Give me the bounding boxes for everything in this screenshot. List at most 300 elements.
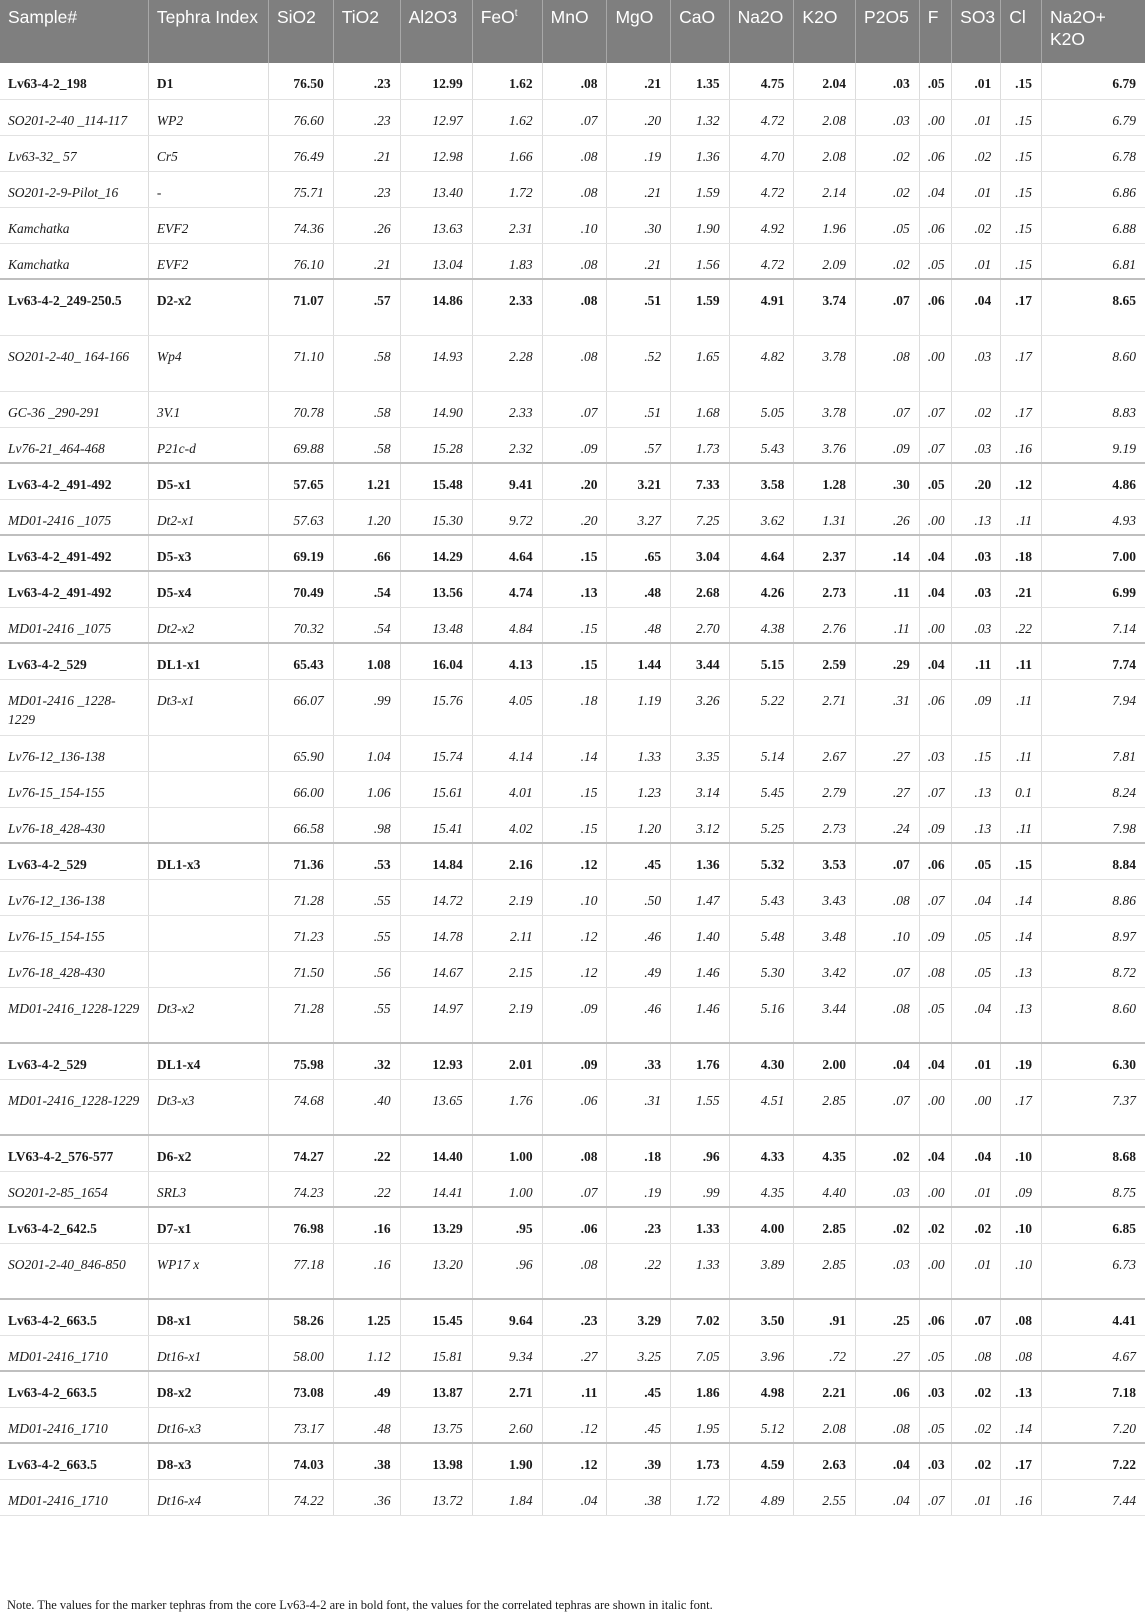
value-cell: .02: [952, 135, 1001, 171]
value-cell: .03: [856, 1243, 920, 1299]
value-cell: .02: [856, 171, 920, 207]
value-cell: 12.97: [400, 99, 472, 135]
table-row: [0, 279, 1145, 335]
tephra-index-cell: EVF2: [148, 243, 268, 279]
value-cell: .11: [1001, 679, 1042, 735]
value-cell: 5.30: [729, 951, 794, 987]
value-cell: .99: [333, 679, 400, 735]
value-cell: .08: [952, 1335, 1001, 1371]
value-cell: 7.05: [671, 1335, 730, 1371]
value-cell: .38: [333, 1443, 400, 1479]
value-cell: 2.73: [794, 571, 856, 607]
value-cell: .00: [919, 99, 951, 135]
value-cell: 5.14: [729, 735, 794, 771]
value-cell: 8.24: [1041, 771, 1145, 807]
value-cell: 3.04: [671, 535, 730, 571]
value-cell: 14.90: [400, 391, 472, 427]
value-cell: 2.37: [794, 535, 856, 571]
tephra-index-cell: D5-x4: [148, 571, 268, 607]
value-cell: .04: [856, 1443, 920, 1479]
value-cell: 14.86: [400, 279, 472, 335]
table-row: [0, 915, 1145, 951]
sample-cell: Lv76-12_136-138: [0, 735, 148, 771]
value-cell: .02: [952, 1443, 1001, 1479]
value-cell: 4.72: [729, 243, 794, 279]
value-cell: .13: [952, 499, 1001, 535]
value-cell: 1.40: [671, 915, 730, 951]
table-row: [0, 99, 1145, 135]
value-cell: .19: [1001, 1043, 1042, 1079]
value-cell: .33: [607, 1043, 671, 1079]
value-cell: 1.28: [794, 463, 856, 499]
value-cell: .14: [542, 735, 607, 771]
value-cell: .98: [333, 807, 400, 843]
value-cell: 7.44: [1041, 1479, 1145, 1515]
value-cell: 2.85: [794, 1079, 856, 1135]
table-row: [0, 171, 1145, 207]
value-cell: 7.14: [1041, 607, 1145, 643]
value-cell: 13.56: [400, 571, 472, 607]
value-cell: 4.84: [472, 607, 542, 643]
value-cell: 8.97: [1041, 915, 1145, 951]
sample-cell: Kamchatka: [0, 207, 148, 243]
sample-cell: GC-36 _290-291: [0, 391, 148, 427]
table-row: [0, 679, 1145, 735]
value-cell: .16: [1001, 1479, 1042, 1515]
value-cell: 1.86: [671, 1371, 730, 1407]
value-cell: 15.41: [400, 807, 472, 843]
value-cell: 2.04: [794, 63, 856, 99]
value-cell: 1.20: [607, 807, 671, 843]
value-cell: .20: [952, 463, 1001, 499]
sample-cell: Lv63-4-2_663.5: [0, 1299, 148, 1335]
sample-cell: Lv63-4-2_529: [0, 643, 148, 679]
value-cell: .13: [1001, 987, 1042, 1043]
sample-cell: SO201-2-40_846-850: [0, 1243, 148, 1299]
value-cell: 3.25: [607, 1335, 671, 1371]
value-cell: .51: [607, 279, 671, 335]
value-cell: 2.32: [472, 427, 542, 463]
table-row: [0, 1207, 1145, 1243]
value-cell: 2.15: [472, 951, 542, 987]
value-cell: 3.14: [671, 771, 730, 807]
value-cell: .04: [919, 571, 951, 607]
value-cell: .06: [856, 1371, 920, 1407]
value-cell: .58: [333, 335, 400, 391]
value-cell: .05: [919, 243, 951, 279]
value-cell: 1.96: [794, 207, 856, 243]
value-cell: .57: [333, 279, 400, 335]
value-cell: 3.76: [794, 427, 856, 463]
value-cell: 15.61: [400, 771, 472, 807]
value-cell: .03: [856, 99, 920, 135]
value-cell: 2.01: [472, 1043, 542, 1079]
value-cell: 4.02: [472, 807, 542, 843]
value-cell: 1.66: [472, 135, 542, 171]
value-cell: .05: [919, 987, 951, 1043]
column-header-superscript: t: [514, 8, 518, 20]
value-cell: .27: [856, 735, 920, 771]
value-cell: .11: [1001, 735, 1042, 771]
value-cell: .01: [952, 243, 1001, 279]
value-cell: 1.32: [671, 99, 730, 135]
value-cell: .19: [607, 1171, 671, 1207]
value-cell: .08: [856, 1407, 920, 1443]
value-cell: 1.35: [671, 63, 730, 99]
tephra-index-cell: [148, 735, 268, 771]
value-cell: 2.55: [794, 1479, 856, 1515]
value-cell: .95: [472, 1207, 542, 1243]
value-cell: 15.48: [400, 463, 472, 499]
value-cell: 2.00: [794, 1043, 856, 1079]
value-cell: .16: [1001, 427, 1042, 463]
value-cell: .06: [919, 1299, 951, 1335]
value-cell: 5.43: [729, 879, 794, 915]
value-cell: 4.89: [729, 1479, 794, 1515]
value-cell: 6.88: [1041, 207, 1145, 243]
value-cell: 3.35: [671, 735, 730, 771]
value-cell: 1.21: [333, 463, 400, 499]
value-cell: .14: [1001, 915, 1042, 951]
value-cell: .02: [919, 1207, 951, 1243]
table-row: [0, 843, 1145, 879]
value-cell: 13.75: [400, 1407, 472, 1443]
value-cell: 3.12: [671, 807, 730, 843]
sample-cell: Kamchatka: [0, 243, 148, 279]
value-cell: .01: [952, 1043, 1001, 1079]
value-cell: 1.04: [333, 735, 400, 771]
value-cell: .15: [1001, 63, 1042, 99]
tephra-index-cell: D7-x1: [148, 1207, 268, 1243]
value-cell: .56: [333, 951, 400, 987]
tephra-index-cell: DL1-x3: [148, 843, 268, 879]
value-cell: 1.47: [671, 879, 730, 915]
value-cell: .39: [607, 1443, 671, 1479]
value-cell: 16.04: [400, 643, 472, 679]
value-cell: 13.63: [400, 207, 472, 243]
value-cell: .04: [952, 879, 1001, 915]
tephra-index-cell: DL1-x1: [148, 643, 268, 679]
table-row: [0, 771, 1145, 807]
tephra-index-cell: [148, 879, 268, 915]
sample-cell: MD01-2416_1710: [0, 1407, 148, 1443]
value-cell: 14.72: [400, 879, 472, 915]
value-cell: .14: [1001, 879, 1042, 915]
value-cell: 1.90: [472, 1443, 542, 1479]
value-cell: .08: [542, 279, 607, 335]
column-header: F: [919, 0, 951, 63]
table-row: [0, 643, 1145, 679]
value-cell: 2.71: [472, 1371, 542, 1407]
value-cell: .01: [952, 63, 1001, 99]
value-cell: 77.18: [268, 1243, 333, 1299]
value-cell: 69.19: [268, 535, 333, 571]
value-cell: 5.12: [729, 1407, 794, 1443]
value-cell: 1.23: [607, 771, 671, 807]
value-cell: .07: [919, 391, 951, 427]
value-cell: 65.90: [268, 735, 333, 771]
table-row: [0, 1243, 1145, 1299]
value-cell: 4.33: [729, 1135, 794, 1171]
value-cell: .05: [856, 207, 920, 243]
value-cell: .12: [1001, 463, 1042, 499]
sample-cell: Lv63-32_ 57: [0, 135, 148, 171]
value-cell: 4.92: [729, 207, 794, 243]
value-cell: .65: [607, 535, 671, 571]
value-cell: 2.70: [671, 607, 730, 643]
value-cell: .02: [856, 1135, 920, 1171]
value-cell: .17: [1001, 1079, 1042, 1135]
value-cell: .52: [607, 335, 671, 391]
value-cell: .23: [333, 99, 400, 135]
value-cell: .00: [919, 607, 951, 643]
value-cell: 1.62: [472, 63, 542, 99]
value-cell: .55: [333, 987, 400, 1043]
value-cell: .03: [919, 1443, 951, 1479]
value-cell: 13.72: [400, 1479, 472, 1515]
table-row: [0, 335, 1145, 391]
value-cell: 2.21: [794, 1371, 856, 1407]
value-cell: 2.14: [794, 171, 856, 207]
value-cell: .07: [952, 1299, 1001, 1335]
sample-cell: LV63-4-2_576-577: [0, 1135, 148, 1171]
value-cell: 3.27: [607, 499, 671, 535]
value-cell: 2.31: [472, 207, 542, 243]
value-cell: .72: [794, 1335, 856, 1371]
value-cell: 4.64: [472, 535, 542, 571]
value-cell: .02: [856, 135, 920, 171]
value-cell: .15: [1001, 99, 1042, 135]
value-cell: 7.22: [1041, 1443, 1145, 1479]
value-cell: 2.33: [472, 391, 542, 427]
value-cell: 1.90: [671, 207, 730, 243]
value-cell: .06: [919, 279, 951, 335]
table-row: [0, 1479, 1145, 1515]
value-cell: 69.88: [268, 427, 333, 463]
value-cell: .11: [1001, 807, 1042, 843]
value-cell: 1.00: [472, 1171, 542, 1207]
value-cell: 74.23: [268, 1171, 333, 1207]
sample-cell: Lv63-4-2_491-492: [0, 571, 148, 607]
column-header: [472, 0, 542, 63]
value-cell: .15: [952, 735, 1001, 771]
value-cell: .09: [542, 427, 607, 463]
value-cell: 3.96: [729, 1335, 794, 1371]
value-cell: .04: [856, 1479, 920, 1515]
value-cell: .15: [542, 535, 607, 571]
value-cell: .24: [856, 807, 920, 843]
value-cell: 13.40: [400, 171, 472, 207]
value-cell: 2.08: [794, 99, 856, 135]
value-cell: 5.48: [729, 915, 794, 951]
value-cell: .12: [542, 1443, 607, 1479]
value-cell: .07: [919, 879, 951, 915]
value-cell: 15.81: [400, 1335, 472, 1371]
value-cell: .03: [952, 607, 1001, 643]
value-cell: .15: [542, 643, 607, 679]
tephra-index-cell: D2-x2: [148, 279, 268, 335]
tephra-index-cell: P21c-d: [148, 427, 268, 463]
column-header: MnO: [542, 0, 607, 63]
value-cell: .27: [856, 771, 920, 807]
value-cell: .06: [919, 679, 951, 735]
value-cell: 14.97: [400, 987, 472, 1043]
column-header: Na2O: [729, 0, 794, 63]
column-header: MgO: [607, 0, 671, 63]
value-cell: 71.23: [268, 915, 333, 951]
tephra-index-cell: [148, 771, 268, 807]
value-cell: 1.84: [472, 1479, 542, 1515]
value-cell: 1.20: [333, 499, 400, 535]
value-cell: .23: [333, 171, 400, 207]
table-row: [0, 463, 1145, 499]
value-cell: 76.49: [268, 135, 333, 171]
value-cell: .04: [542, 1479, 607, 1515]
value-cell: 7.81: [1041, 735, 1145, 771]
value-cell: 6.79: [1041, 99, 1145, 135]
value-cell: .10: [1001, 1243, 1042, 1299]
value-cell: 1.33: [671, 1207, 730, 1243]
value-cell: .07: [856, 279, 920, 335]
value-cell: 58.00: [268, 1335, 333, 1371]
value-cell: 58.26: [268, 1299, 333, 1335]
value-cell: .08: [542, 63, 607, 99]
tephra-index-cell: Dt3-x3: [148, 1079, 268, 1135]
value-cell: 2.28: [472, 335, 542, 391]
value-cell: 14.67: [400, 951, 472, 987]
value-cell: 1.73: [671, 427, 730, 463]
value-cell: 2.16: [472, 843, 542, 879]
tephra-index-cell: [148, 915, 268, 951]
value-cell: 5.15: [729, 643, 794, 679]
value-cell: 13.98: [400, 1443, 472, 1479]
value-cell: .55: [333, 915, 400, 951]
value-cell: .99: [671, 1171, 730, 1207]
value-cell: .07: [856, 391, 920, 427]
table-row: [0, 807, 1145, 843]
value-cell: 57.65: [268, 463, 333, 499]
value-cell: 3.26: [671, 679, 730, 735]
value-cell: .25: [856, 1299, 920, 1335]
value-cell: .21: [607, 171, 671, 207]
value-cell: .32: [333, 1043, 400, 1079]
value-cell: .00: [919, 335, 951, 391]
value-cell: .04: [919, 171, 951, 207]
value-cell: .58: [333, 427, 400, 463]
table-row: [0, 607, 1145, 643]
value-cell: 4.00: [729, 1207, 794, 1243]
value-cell: .27: [542, 1335, 607, 1371]
value-cell: .11: [952, 643, 1001, 679]
column-header: Cl: [1001, 0, 1042, 63]
value-cell: .01: [952, 171, 1001, 207]
value-cell: 4.70: [729, 135, 794, 171]
value-cell: .26: [856, 499, 920, 535]
value-cell: 3.53: [794, 843, 856, 879]
value-cell: .17: [1001, 335, 1042, 391]
table-row: [0, 427, 1145, 463]
value-cell: .31: [607, 1079, 671, 1135]
value-cell: 3.48: [794, 915, 856, 951]
table-row: [0, 987, 1145, 1043]
value-cell: .23: [607, 1207, 671, 1243]
value-cell: 1.65: [671, 335, 730, 391]
value-cell: 4.30: [729, 1043, 794, 1079]
value-cell: .30: [607, 207, 671, 243]
table-row: [0, 1299, 1145, 1335]
value-cell: .06: [919, 135, 951, 171]
value-cell: .08: [542, 171, 607, 207]
value-cell: 4.26: [729, 571, 794, 607]
value-cell: .13: [1001, 951, 1042, 987]
value-cell: .01: [952, 1479, 1001, 1515]
value-cell: 2.79: [794, 771, 856, 807]
value-cell: 2.85: [794, 1207, 856, 1243]
value-cell: 74.27: [268, 1135, 333, 1171]
value-cell: .53: [333, 843, 400, 879]
value-cell: 7.02: [671, 1299, 730, 1335]
value-cell: .15: [542, 771, 607, 807]
value-cell: 2.19: [472, 879, 542, 915]
table-row: [0, 1407, 1145, 1443]
value-cell: 13.29: [400, 1207, 472, 1243]
value-cell: .08: [542, 335, 607, 391]
tephra-index-cell: Dt3-x2: [148, 987, 268, 1043]
value-cell: 4.14: [472, 735, 542, 771]
value-cell: 3.44: [671, 643, 730, 679]
value-cell: 3.21: [607, 463, 671, 499]
value-cell: .66: [333, 535, 400, 571]
value-cell: .04: [919, 1043, 951, 1079]
table-row: [0, 1135, 1145, 1171]
value-cell: .12: [542, 1407, 607, 1443]
value-cell: .20: [607, 99, 671, 135]
value-cell: 1.56: [671, 243, 730, 279]
sample-cell: MD01-2416_1710: [0, 1479, 148, 1515]
tephra-index-cell: [148, 951, 268, 987]
value-cell: 74.36: [268, 207, 333, 243]
value-cell: 76.98: [268, 1207, 333, 1243]
tephra-index-cell: 3V.1: [148, 391, 268, 427]
value-cell: .45: [607, 843, 671, 879]
value-cell: .18: [607, 1135, 671, 1171]
sample-cell: Lv76-21_464-468: [0, 427, 148, 463]
value-cell: .19: [607, 135, 671, 171]
table-row: [0, 1371, 1145, 1407]
value-cell: .02: [952, 1371, 1001, 1407]
sample-cell: Lv63-4-2_198: [0, 63, 148, 99]
table-row: [0, 135, 1145, 171]
sample-cell: SO201-2-40_ 164-166: [0, 335, 148, 391]
table-row: [0, 1043, 1145, 1079]
value-cell: 1.00: [472, 1135, 542, 1171]
value-cell: 66.58: [268, 807, 333, 843]
value-cell: .11: [542, 1371, 607, 1407]
value-cell: 70.32: [268, 607, 333, 643]
value-cell: 14.84: [400, 843, 472, 879]
value-cell: 1.59: [671, 279, 730, 335]
value-cell: 12.98: [400, 135, 472, 171]
tephra-index-cell: WP2: [148, 99, 268, 135]
value-cell: .00: [919, 499, 951, 535]
value-cell: 7.94: [1041, 679, 1145, 735]
value-cell: 9.72: [472, 499, 542, 535]
value-cell: .54: [333, 571, 400, 607]
tephra-index-cell: D8-x3: [148, 1443, 268, 1479]
value-cell: .10: [542, 207, 607, 243]
tephra-index-cell: EVF2: [148, 207, 268, 243]
value-cell: 71.07: [268, 279, 333, 335]
